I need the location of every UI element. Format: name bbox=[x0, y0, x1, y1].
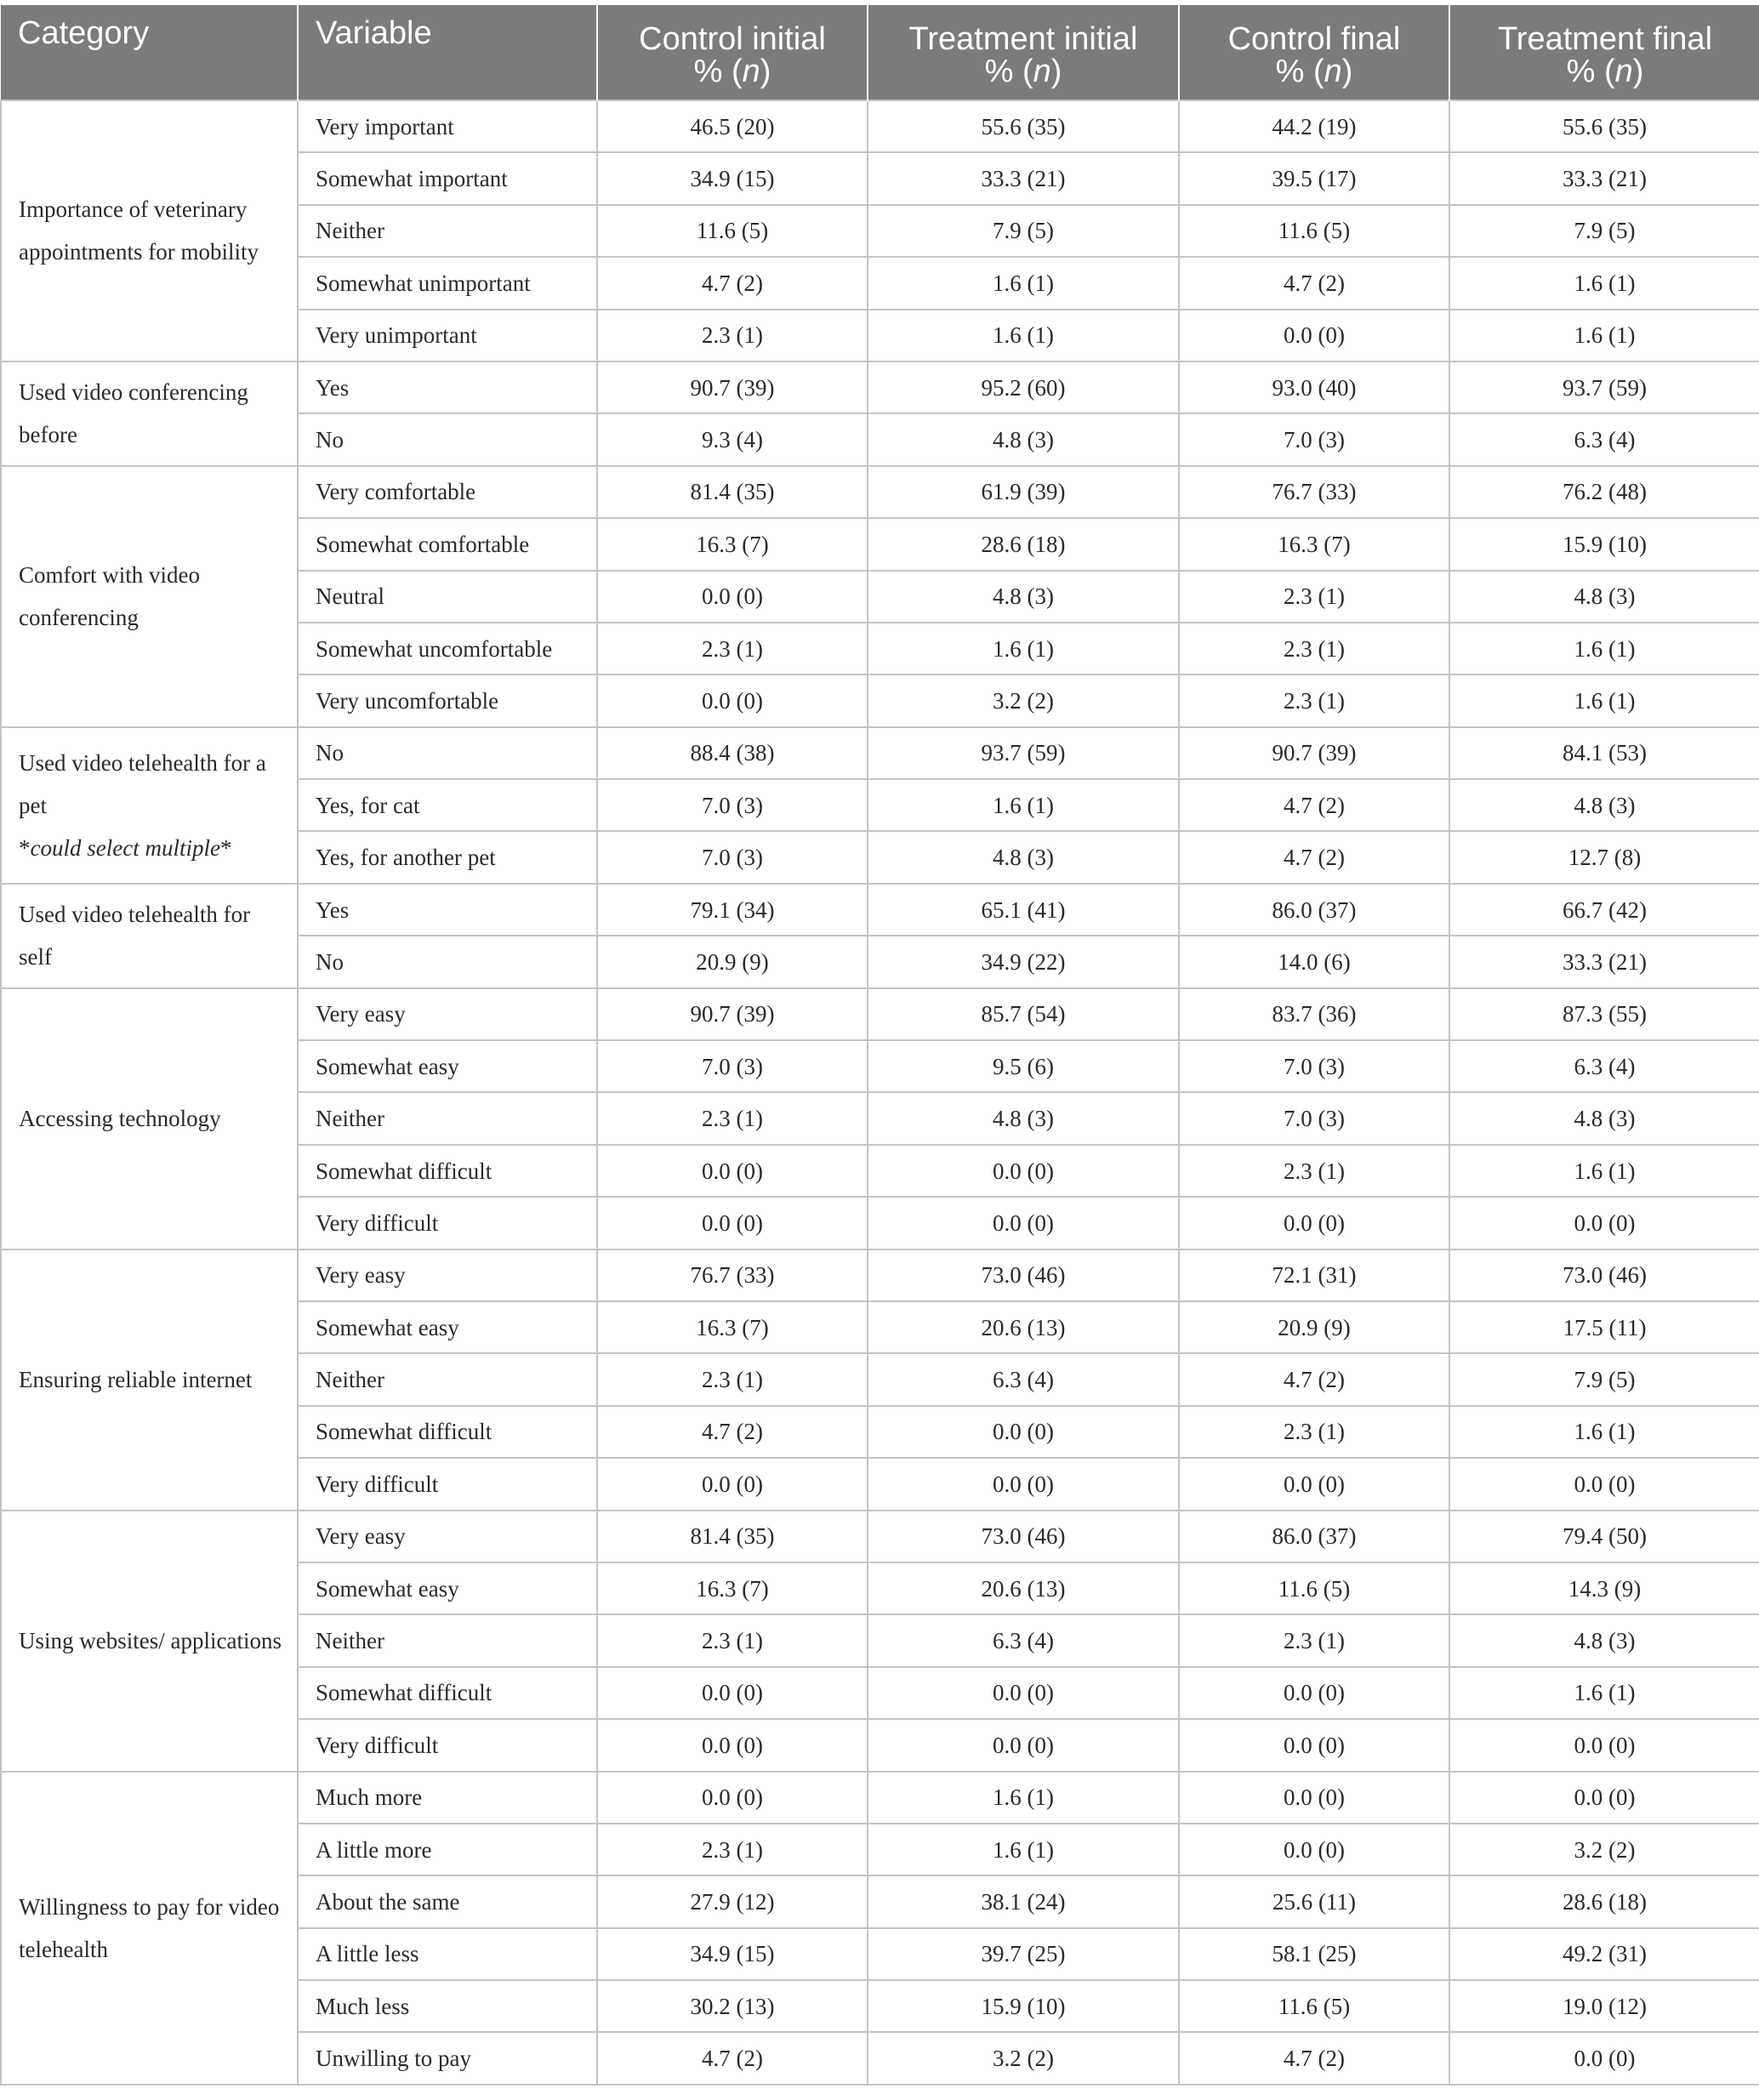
variable-cell: Very comfortable bbox=[298, 466, 597, 518]
category-label: Comfort with video conferencing bbox=[19, 562, 200, 631]
value-cell-treatment-initial: 73.0 (46) bbox=[868, 1249, 1179, 1301]
value-cell-control-initial: 34.9 (15) bbox=[597, 152, 868, 204]
category-label: Used video conferencing before bbox=[19, 379, 248, 448]
table-row bbox=[1, 1249, 1759, 1301]
value-cell-control-final: 4.7 (2) bbox=[1179, 257, 1449, 309]
value-cell-treatment-initial: 6.3 (4) bbox=[868, 1614, 1179, 1666]
value-cell-treatment-final: 4.8 (3) bbox=[1449, 779, 1759, 831]
value-cell-treatment-final: 33.3 (21) bbox=[1449, 152, 1759, 204]
value-cell-control-initial: 0.0 (0) bbox=[597, 674, 868, 726]
table-row bbox=[1, 466, 1759, 518]
value-cell-control-final: 11.6 (5) bbox=[1179, 1562, 1449, 1614]
variable-cell: Very important bbox=[298, 100, 597, 152]
value-cell-treatment-initial: 4.8 (3) bbox=[868, 1092, 1179, 1144]
value-cell-treatment-initial: 28.6 (18) bbox=[868, 518, 1179, 570]
value-cell-treatment-initial: 1.6 (1) bbox=[868, 1772, 1179, 1824]
value-cell-control-initial: 46.5 (20) bbox=[597, 100, 868, 152]
table-row bbox=[1, 988, 1759, 1040]
value-cell-control-final: 86.0 (37) bbox=[1179, 884, 1449, 936]
variable-cell: Very difficult bbox=[298, 1197, 597, 1249]
variable-cell: No bbox=[298, 727, 597, 779]
value-cell-treatment-initial: 1.6 (1) bbox=[868, 1824, 1179, 1875]
value-cell-control-initial: 30.2 (13) bbox=[597, 1980, 868, 2032]
value-cell-control-final: 4.7 (2) bbox=[1179, 2032, 1449, 2084]
table-row bbox=[1, 727, 1759, 779]
value-cell-treatment-final: 4.8 (3) bbox=[1449, 1614, 1759, 1666]
variable-cell: Very easy bbox=[298, 1511, 597, 1562]
value-cell-treatment-final: 84.1 (53) bbox=[1449, 727, 1759, 779]
value-cell-control-initial: 81.4 (35) bbox=[597, 1511, 868, 1562]
category-note: *could select multiple* bbox=[19, 834, 232, 861]
category-cell bbox=[1, 884, 298, 988]
header-variable: Variable bbox=[298, 5, 597, 100]
variable-cell: Very easy bbox=[298, 1249, 597, 1301]
value-cell-treatment-final: 6.3 (4) bbox=[1449, 413, 1759, 465]
value-cell-control-initial: 7.0 (3) bbox=[597, 831, 868, 883]
category-cell bbox=[1, 1511, 298, 1772]
value-cell-control-final: 0.0 (0) bbox=[1179, 1667, 1449, 1719]
value-cell-treatment-final: 7.9 (5) bbox=[1449, 1353, 1759, 1405]
value-cell-control-initial: 27.9 (12) bbox=[597, 1875, 868, 1927]
value-cell-control-final: 25.6 (11) bbox=[1179, 1875, 1449, 1927]
value-cell-control-final: 7.0 (3) bbox=[1179, 1040, 1449, 1092]
variable-cell: Yes bbox=[298, 361, 597, 413]
value-cell-treatment-final: 12.7 (8) bbox=[1449, 831, 1759, 883]
value-cell-treatment-final: 33.3 (21) bbox=[1449, 936, 1759, 987]
value-cell-treatment-final: 73.0 (46) bbox=[1449, 1249, 1759, 1301]
value-cell-control-initial: 9.3 (4) bbox=[597, 413, 868, 465]
variable-cell: No bbox=[298, 936, 597, 987]
value-cell-control-final: 4.7 (2) bbox=[1179, 1353, 1449, 1405]
value-cell-treatment-final: 49.2 (31) bbox=[1449, 1928, 1759, 1980]
value-cell-control-final: 2.3 (1) bbox=[1179, 571, 1449, 623]
value-cell-control-final: 4.7 (2) bbox=[1179, 779, 1449, 831]
category-label: Ensuring reliable internet bbox=[19, 1367, 253, 1393]
value-cell-control-final: 2.3 (1) bbox=[1179, 1614, 1449, 1666]
category-cell bbox=[1, 466, 298, 727]
value-cell-control-initial: 16.3 (7) bbox=[597, 1562, 868, 1614]
value-cell-control-initial: 0.0 (0) bbox=[597, 1772, 868, 1824]
value-cell-treatment-final: 76.2 (48) bbox=[1449, 466, 1759, 518]
value-cell-treatment-initial: 1.6 (1) bbox=[868, 623, 1179, 674]
header-category: Category bbox=[1, 5, 298, 100]
value-cell-treatment-final: 7.9 (5) bbox=[1449, 205, 1759, 257]
value-cell-control-initial: 2.3 (1) bbox=[597, 1092, 868, 1144]
value-cell-control-initial: 0.0 (0) bbox=[597, 571, 868, 623]
header-unit: % (n) bbox=[693, 53, 771, 89]
value-cell-control-final: 16.3 (7) bbox=[1179, 518, 1449, 570]
value-cell-control-initial: 7.0 (3) bbox=[597, 1040, 868, 1092]
value-cell-control-initial: 81.4 (35) bbox=[597, 466, 868, 518]
value-cell-treatment-initial: 61.9 (39) bbox=[868, 466, 1179, 518]
variable-cell: Very difficult bbox=[298, 1458, 597, 1510]
value-cell-control-initial: 2.3 (1) bbox=[597, 310, 868, 361]
value-cell-treatment-initial: 95.2 (60) bbox=[868, 361, 1179, 413]
variable-cell: Somewhat comfortable bbox=[298, 518, 597, 570]
value-cell-control-initial: 16.3 (7) bbox=[597, 1301, 868, 1353]
value-cell-treatment-final: 66.7 (42) bbox=[1449, 884, 1759, 936]
value-cell-control-final: 14.0 (6) bbox=[1179, 936, 1449, 987]
value-cell-treatment-initial: 0.0 (0) bbox=[868, 1406, 1179, 1458]
value-cell-treatment-final: 93.7 (59) bbox=[1449, 361, 1759, 413]
category-cell bbox=[1, 1249, 298, 1511]
value-cell-control-final: 0.0 (0) bbox=[1179, 1719, 1449, 1771]
table-row bbox=[1, 1772, 1759, 1824]
value-cell-treatment-final: 1.6 (1) bbox=[1449, 623, 1759, 674]
table-row bbox=[1, 884, 1759, 936]
variable-cell: Neutral bbox=[298, 571, 597, 623]
value-cell-control-final: 0.0 (0) bbox=[1179, 1772, 1449, 1824]
variable-cell: Somewhat easy bbox=[298, 1562, 597, 1614]
value-cell-treatment-initial: 65.1 (41) bbox=[868, 884, 1179, 936]
value-cell-treatment-final: 1.6 (1) bbox=[1449, 257, 1759, 309]
header-treatment-initial bbox=[868, 5, 1179, 100]
value-cell-treatment-final: 19.0 (12) bbox=[1449, 1980, 1759, 2032]
value-cell-control-initial: 4.7 (2) bbox=[597, 1406, 868, 1458]
value-cell-control-final: 76.7 (33) bbox=[1179, 466, 1449, 518]
value-cell-control-initial: 76.7 (33) bbox=[597, 1249, 868, 1301]
table-row bbox=[1, 361, 1759, 413]
value-cell-control-initial: 4.7 (2) bbox=[597, 257, 868, 309]
header-title: Treatment final bbox=[1497, 20, 1713, 57]
value-cell-control-initial: 0.0 (0) bbox=[597, 1458, 868, 1510]
value-cell-control-initial: 0.0 (0) bbox=[597, 1719, 868, 1771]
variable-cell: Somewhat unimportant bbox=[298, 257, 597, 309]
value-cell-treatment-initial: 85.7 (54) bbox=[868, 988, 1179, 1040]
value-cell-treatment-initial: 33.3 (21) bbox=[868, 152, 1179, 204]
value-cell-treatment-initial: 0.0 (0) bbox=[868, 1458, 1179, 1510]
value-cell-treatment-final: 28.6 (18) bbox=[1449, 1875, 1759, 1927]
value-cell-treatment-initial: 20.6 (13) bbox=[868, 1562, 1179, 1614]
value-cell-control-final: 4.7 (2) bbox=[1179, 831, 1449, 883]
value-cell-control-final: 86.0 (37) bbox=[1179, 1511, 1449, 1562]
value-cell-treatment-final: 6.3 (4) bbox=[1449, 1040, 1759, 1092]
value-cell-control-initial: 2.3 (1) bbox=[597, 1353, 868, 1405]
header-unit: % (n) bbox=[1275, 53, 1353, 89]
variable-cell: Unwilling to pay bbox=[298, 2032, 597, 2084]
value-cell-treatment-final: 1.6 (1) bbox=[1449, 1406, 1759, 1458]
value-cell-control-initial: 7.0 (3) bbox=[597, 779, 868, 831]
variable-cell: No bbox=[298, 413, 597, 465]
value-cell-treatment-final: 0.0 (0) bbox=[1449, 2032, 1759, 2084]
value-cell-treatment-initial: 0.0 (0) bbox=[868, 1667, 1179, 1719]
value-cell-treatment-final: 0.0 (0) bbox=[1449, 1197, 1759, 1249]
value-cell-treatment-initial: 73.0 (46) bbox=[868, 1511, 1179, 1562]
value-cell-treatment-initial: 39.7 (25) bbox=[868, 1928, 1179, 1980]
value-cell-control-final: 7.0 (3) bbox=[1179, 413, 1449, 465]
category-label: Willingness to pay for video telehealth bbox=[19, 1893, 280, 1962]
value-cell-treatment-initial: 1.6 (1) bbox=[868, 310, 1179, 361]
value-cell-treatment-initial: 1.6 (1) bbox=[868, 257, 1179, 309]
value-cell-treatment-final: 14.3 (9) bbox=[1449, 1562, 1759, 1614]
variable-cell: Yes, for another pet bbox=[298, 831, 597, 883]
value-cell-treatment-initial: 4.8 (3) bbox=[868, 831, 1179, 883]
value-cell-treatment-final: 17.5 (11) bbox=[1449, 1301, 1759, 1353]
value-cell-treatment-initial: 0.0 (0) bbox=[868, 1719, 1179, 1771]
survey-results-table bbox=[0, 5, 1759, 2086]
value-cell-treatment-final: 4.8 (3) bbox=[1449, 1092, 1759, 1144]
variable-cell: Yes, for cat bbox=[298, 779, 597, 831]
value-cell-treatment-final: 1.6 (1) bbox=[1449, 674, 1759, 726]
value-cell-control-initial: 20.9 (9) bbox=[597, 936, 868, 987]
value-cell-control-initial: 90.7 (39) bbox=[597, 988, 868, 1040]
category-cell bbox=[1, 361, 298, 466]
value-cell-control-final: 0.0 (0) bbox=[1179, 1458, 1449, 1510]
value-cell-control-initial: 0.0 (0) bbox=[597, 1197, 868, 1249]
value-cell-control-final: 58.1 (25) bbox=[1179, 1928, 1449, 1980]
value-cell-control-final: 0.0 (0) bbox=[1179, 1824, 1449, 1875]
category-label: Importance of veterinary appointments for mobility bbox=[19, 196, 259, 265]
variable-cell: Much less bbox=[298, 1980, 597, 2032]
value-cell-control-final: 7.0 (3) bbox=[1179, 1092, 1449, 1144]
value-cell-treatment-final: 1.6 (1) bbox=[1449, 1145, 1759, 1197]
value-cell-control-initial: 79.1 (34) bbox=[597, 884, 868, 936]
variable-cell: Very difficult bbox=[298, 1719, 597, 1771]
value-cell-control-initial: 2.3 (1) bbox=[597, 623, 868, 674]
value-cell-control-final: 83.7 (36) bbox=[1179, 988, 1449, 1040]
value-cell-control-initial: 16.3 (7) bbox=[597, 518, 868, 570]
variable-cell: Somewhat difficult bbox=[298, 1406, 597, 1458]
value-cell-control-final: 2.3 (1) bbox=[1179, 1406, 1449, 1458]
value-cell-treatment-final: 87.3 (55) bbox=[1449, 988, 1759, 1040]
category-label: Used video telehealth for a pet bbox=[19, 749, 266, 818]
variable-cell: Neither bbox=[298, 205, 597, 257]
value-cell-control-initial: 0.0 (0) bbox=[597, 1145, 868, 1197]
value-cell-treatment-initial: 20.6 (13) bbox=[868, 1301, 1179, 1353]
value-cell-treatment-final: 1.6 (1) bbox=[1449, 1667, 1759, 1719]
value-cell-treatment-initial: 93.7 (59) bbox=[868, 727, 1179, 779]
category-label: Used video telehealth for self bbox=[19, 902, 251, 970]
value-cell-treatment-initial: 0.0 (0) bbox=[868, 1197, 1179, 1249]
value-cell-treatment-final: 15.9 (10) bbox=[1449, 518, 1759, 570]
value-cell-control-initial: 88.4 (38) bbox=[597, 727, 868, 779]
variable-cell: Somewhat easy bbox=[298, 1301, 597, 1353]
value-cell-control-final: 72.1 (31) bbox=[1179, 1249, 1449, 1301]
value-cell-control-initial: 90.7 (39) bbox=[597, 361, 868, 413]
value-cell-treatment-initial: 9.5 (6) bbox=[868, 1040, 1179, 1092]
variable-cell: Somewhat important bbox=[298, 152, 597, 204]
value-cell-treatment-final: 0.0 (0) bbox=[1449, 1772, 1759, 1824]
category-label: Using websites/ applications bbox=[19, 1628, 282, 1654]
variable-cell: Very easy bbox=[298, 988, 597, 1040]
category-label: Accessing technology bbox=[19, 1106, 221, 1132]
value-cell-treatment-initial: 38.1 (24) bbox=[868, 1875, 1179, 1927]
header-title: Treatment initial bbox=[908, 20, 1138, 57]
table-header bbox=[1, 5, 1759, 100]
variable-cell: Very uncomfortable bbox=[298, 674, 597, 726]
header-control-initial bbox=[597, 5, 868, 100]
variable-cell: Neither bbox=[298, 1353, 597, 1405]
header-unit: % (n) bbox=[984, 53, 1062, 89]
variable-cell: Somewhat uncomfortable bbox=[298, 623, 597, 674]
value-cell-treatment-final: 55.6 (35) bbox=[1449, 100, 1759, 152]
table-row bbox=[1, 100, 1759, 152]
value-cell-treatment-initial: 3.2 (2) bbox=[868, 674, 1179, 726]
value-cell-control-final: 93.0 (40) bbox=[1179, 361, 1449, 413]
value-cell-treatment-final: 1.6 (1) bbox=[1449, 310, 1759, 361]
value-cell-treatment-initial: 4.8 (3) bbox=[868, 571, 1179, 623]
value-cell-control-final: 2.3 (1) bbox=[1179, 1145, 1449, 1197]
value-cell-control-final: 90.7 (39) bbox=[1179, 727, 1449, 779]
variable-cell: A little less bbox=[298, 1928, 597, 1980]
header-title: Control final bbox=[1227, 20, 1401, 57]
variable-cell: Somewhat easy bbox=[298, 1040, 597, 1092]
header-title: Control initial bbox=[639, 20, 826, 57]
value-cell-treatment-final: 0.0 (0) bbox=[1449, 1458, 1759, 1510]
value-cell-control-final: 11.6 (5) bbox=[1179, 1980, 1449, 2032]
value-cell-control-final: 39.5 (17) bbox=[1179, 152, 1449, 204]
category-cell bbox=[1, 988, 298, 1249]
value-cell-control-initial: 2.3 (1) bbox=[597, 1824, 868, 1875]
value-cell-control-initial: 0.0 (0) bbox=[597, 1667, 868, 1719]
value-cell-treatment-initial: 7.9 (5) bbox=[868, 205, 1179, 257]
header-unit: % (n) bbox=[1566, 53, 1644, 89]
value-cell-treatment-final: 0.0 (0) bbox=[1449, 1719, 1759, 1771]
table-body bbox=[1, 100, 1759, 2085]
value-cell-control-initial: 34.9 (15) bbox=[597, 1928, 868, 1980]
value-cell-control-final: 44.2 (19) bbox=[1179, 100, 1449, 152]
value-cell-control-final: 11.6 (5) bbox=[1179, 205, 1449, 257]
value-cell-control-final: 20.9 (9) bbox=[1179, 1301, 1449, 1353]
variable-cell: Neither bbox=[298, 1092, 597, 1144]
variable-cell: About the same bbox=[298, 1875, 597, 1927]
value-cell-treatment-initial: 0.0 (0) bbox=[868, 1145, 1179, 1197]
header-control-final bbox=[1179, 5, 1449, 100]
value-cell-treatment-final: 3.2 (2) bbox=[1449, 1824, 1759, 1875]
value-cell-treatment-initial: 15.9 (10) bbox=[868, 1980, 1179, 2032]
value-cell-treatment-initial: 34.9 (22) bbox=[868, 936, 1179, 987]
value-cell-treatment-final: 4.8 (3) bbox=[1449, 571, 1759, 623]
value-cell-control-initial: 2.3 (1) bbox=[597, 1614, 868, 1666]
variable-cell: A little more bbox=[298, 1824, 597, 1875]
header-treatment-final bbox=[1449, 5, 1759, 100]
variable-cell: Neither bbox=[298, 1614, 597, 1666]
variable-cell: Somewhat difficult bbox=[298, 1667, 597, 1719]
value-cell-treatment-final: 79.4 (50) bbox=[1449, 1511, 1759, 1562]
category-cell bbox=[1, 1772, 298, 2085]
header-row bbox=[1, 5, 1759, 100]
variable-cell: Somewhat difficult bbox=[298, 1145, 597, 1197]
variable-cell: Very unimportant bbox=[298, 310, 597, 361]
value-cell-treatment-initial: 55.6 (35) bbox=[868, 100, 1179, 152]
variable-cell: Yes bbox=[298, 884, 597, 936]
value-cell-treatment-initial: 3.2 (2) bbox=[868, 2032, 1179, 2084]
value-cell-treatment-initial: 6.3 (4) bbox=[868, 1353, 1179, 1405]
value-cell-treatment-initial: 4.8 (3) bbox=[868, 413, 1179, 465]
category-cell bbox=[1, 727, 298, 884]
value-cell-control-initial: 11.6 (5) bbox=[597, 205, 868, 257]
value-cell-control-initial: 4.7 (2) bbox=[597, 2032, 868, 2084]
value-cell-control-final: 2.3 (1) bbox=[1179, 674, 1449, 726]
variable-cell: Much more bbox=[298, 1772, 597, 1824]
value-cell-control-final: 0.0 (0) bbox=[1179, 310, 1449, 361]
table-row bbox=[1, 1511, 1759, 1562]
value-cell-treatment-initial: 1.6 (1) bbox=[868, 779, 1179, 831]
category-cell bbox=[1, 100, 298, 361]
value-cell-control-final: 2.3 (1) bbox=[1179, 623, 1449, 674]
value-cell-control-final: 0.0 (0) bbox=[1179, 1197, 1449, 1249]
